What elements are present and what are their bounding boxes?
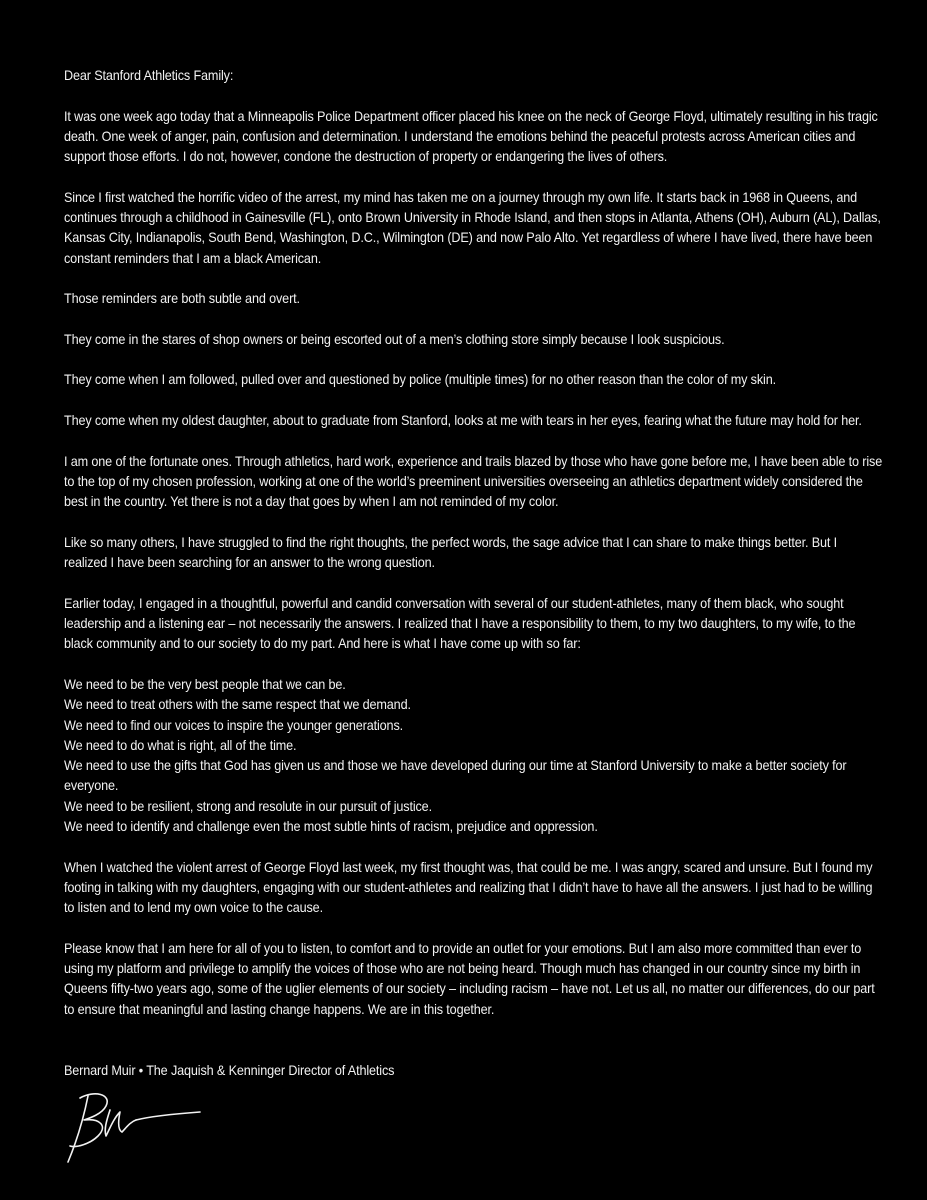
salutation: Dear Stanford Athletics Family: [64,68,234,83]
needs-item: We need to use the gifts that God has given us and those we have developed during our time at Stanford University to make a better society for everyone. [64,758,847,794]
paragraph: They come in the stares of shop owners or being escorted out of a men’s clothing store simply because I look suspicious. [64,331,725,347]
needs-item: We need to identify and challenge even the most subtle hints of racism, prejudice and oppression. [64,818,598,834]
needs-item: We need to find our voices to inspire the younger generations. [64,717,403,733]
closing-paragraph: When I watched the violent arrest of George Floyd last week, my first thought was, that could be me. I was angry, scared and unsure. But I found my footing in talking with my daughters, engaging with our student-athletes and realizing that I didn’t have to have all the answers. I just had to be willing to listen and to lend my own voice to the cause. [64,859,873,916]
paragraph: Earlier today, I engaged in a thoughtful, powerful and candid conversation with several of our student-athletes, many of them black, who sought leadership and a listening ear – not necessarily the answers. I realized that I have a responsibility to them, to my two daughters, to my wife, to the black community and to our society to do my part. And here is what I have come up with so far: [64,595,856,652]
paragraph: They come when I am followed, pulled over and questioned by police (multiple times) for no other reason than the color of my skin. [64,372,776,388]
paragraph: I am one of the fortunate ones. Through athletics, hard work, experience and trails blazed by those who have gone before me, I have been able to rise to the top of my chosen profession, working at one of the world’s preeminent universities overseeing an athletics department widely considered the best in the country. Yet there is not a day that goes by when I am not reminded of my color. [64,453,883,510]
needs-item: We need to be resilient, strong and resolute in our pursuit of justice. [64,798,432,814]
needs-item: We need to treat others with the same respect that we demand. [64,697,411,713]
paragraph: Since I first watched the horrific video of the arrest, my mind has taken me on a journey through my own life. It starts back in 1968 in Queens, and continues through a childhood in Gainesville (FL), onto Brown University in Rhode Island, and then stops in Atlanta, Athens (OH), Auburn (AL), Dallas, Kansas City, Indianapolis, South Bend, Washington, D.C., Wilmington (DE) and now Palo Alto. Yet regardless of where I have lived, there have been constant reminders that I am a black American. [64,189,881,266]
needs-item: We need to be the very best people that we can be. [64,676,346,692]
needs-item: We need to do what is right, all of the time. [64,737,297,753]
paragraph: It was one week ago today that a Minneapolis Police Department officer placed his knee on the neck of George Floyd, ultimately resulting in his tragic death. One week of anger, pain, confusion and determination. I understand the emotions behind the peaceful protests across American cities and support those efforts. I do not, however, condone the destruction of property or endangering the lives of others. [64,108,878,165]
letter-body [64,66,882,1040]
paragraph: Like so many others, I have struggled to find the right thoughts, the perfect words, the sage advice that I can share to make things better. But I realized I have been searching for an answer to the wrong question. [64,534,838,571]
needs-list [64,675,882,837]
closing-paragraph: Please know that I am here for all of you to listen, to comfort and to provide an outlet for your emotions. But I am also more committed than ever to using my platform and privilege to amplify the voices of those who are not being heard. Though much has changed in our country since my birth in Queens fifty-two years ago, some of the uglier elements of our society – including racism – have not. Let us all, no matter our differences, do our part to ensure that meaningful and lasting change happens. We are in this together. [64,940,875,1017]
handwritten-signature-icon [60,1088,210,1168]
paragraph: Those reminders are both subtle and overt. [64,291,300,307]
signoff-line: Bernard Muir • The Jaquish & Kenninger Director of Athletics [64,1063,395,1078]
paragraph: They come when my oldest daughter, about to graduate from Stanford, looks at me with tears in her eyes, fearing what the future may hold for her. [64,413,862,429]
